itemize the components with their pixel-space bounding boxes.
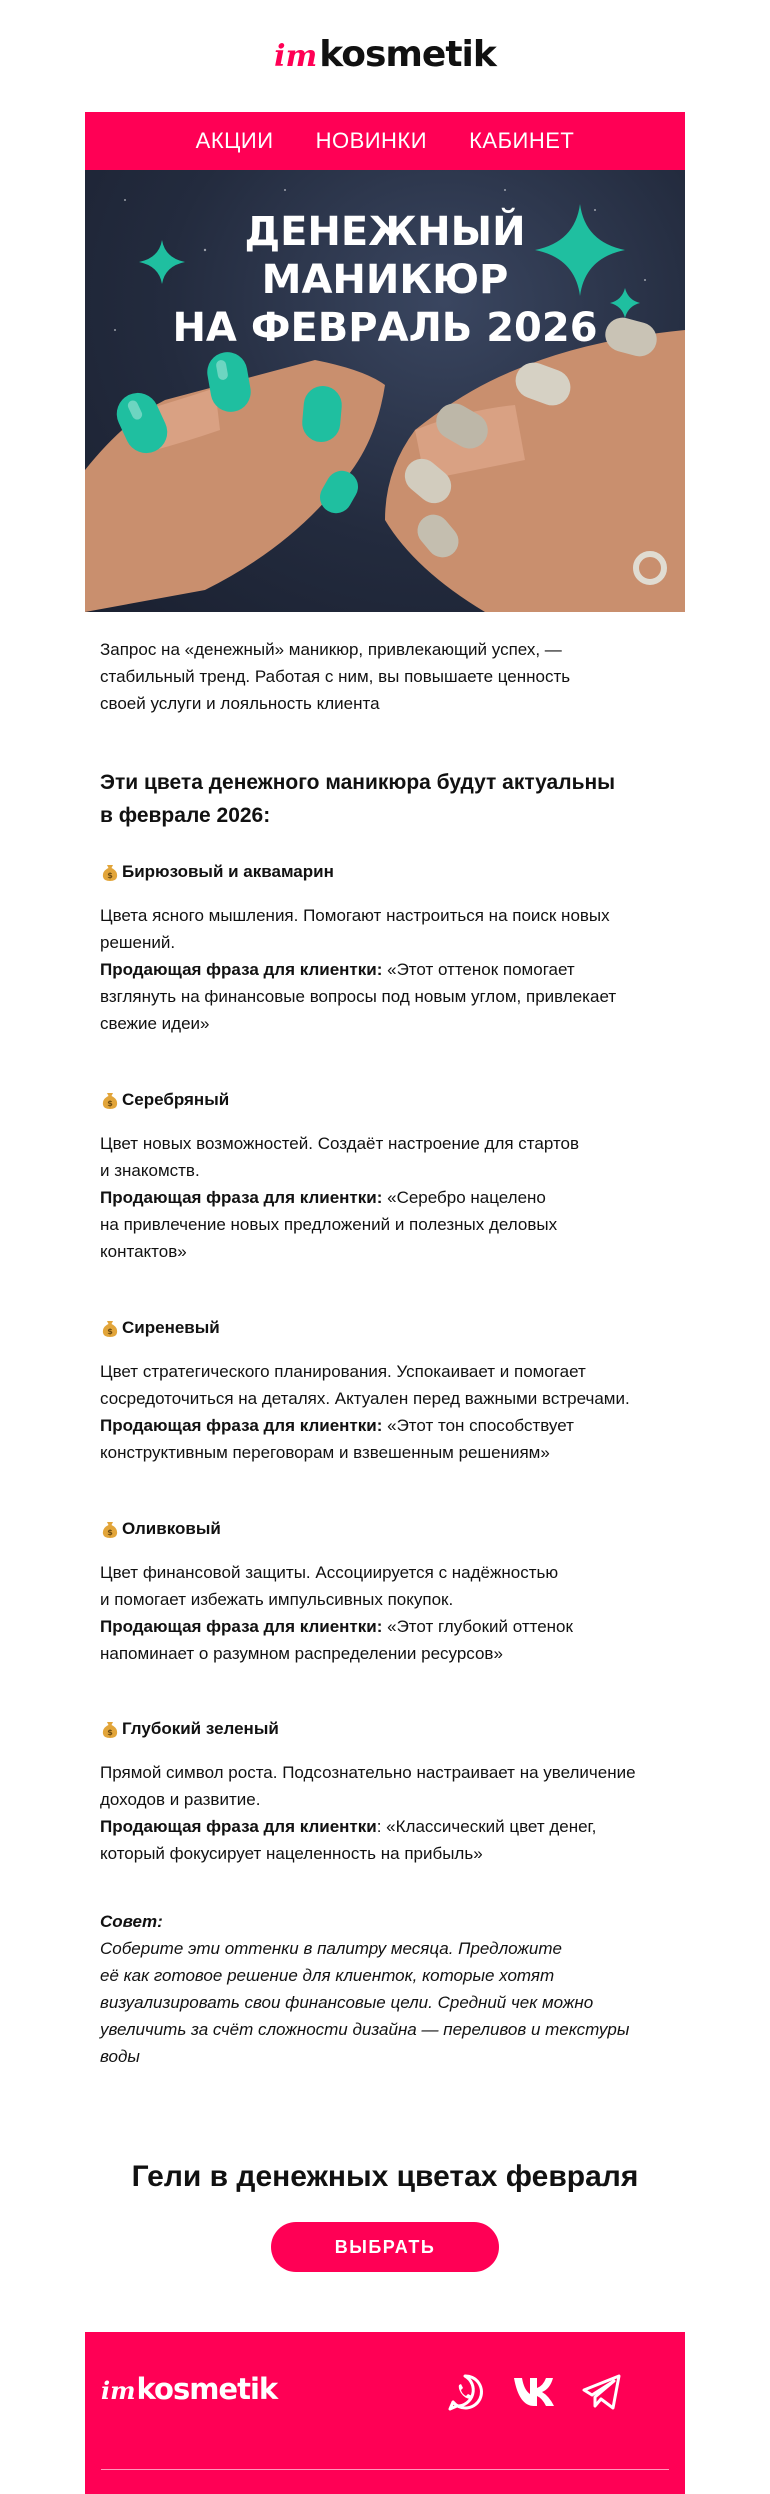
color-desc-lilac (100, 1358, 670, 1466)
color-title: Сиреневый (122, 1318, 220, 1337)
tip-line: Соберите эти оттенки в палитру месяца. Предложите (100, 1939, 563, 1958)
intro-line: стабильный тренд. Работая с ним, вы повышаете ценность (100, 667, 571, 686)
color-title: Бирюзовый и аквамарин (122, 862, 334, 881)
sales-phrase-text: «Этот глубокий оттенок (387, 1617, 573, 1636)
tip-line: увеличить за счёт сложности дизайна — переливов и текстуры (100, 2020, 630, 2039)
left-hand (85, 349, 385, 612)
whatsapp-icon[interactable] (445, 2372, 485, 2412)
sales-phrase-text: который фокусирует нацеленность на прибыль» (100, 1844, 483, 1863)
color-desc-line: сосредоточиться на деталях. Актуален перед важными встречами. (100, 1389, 630, 1408)
color-desc-line: Цвет финансовой защиты. Ассоциируется с надёжностью (100, 1563, 559, 1582)
money-bag-icon (100, 862, 120, 882)
svg-text:$: $ (107, 1327, 113, 1336)
sales-phrase-label: Продающая фраза для клиентки: (100, 1416, 383, 1435)
hero-title-line: МАНИКЮР (261, 257, 509, 303)
color-title-lilac (100, 1316, 670, 1340)
sales-phrase-text: свежие идеи» (100, 1014, 210, 1033)
header (0, 0, 770, 108)
sales-phrase-text: конструктивным переговорам и взвешенным решениям» (100, 1443, 550, 1462)
section-title-line: Эти цвета денежного маникюра будут актуальны (100, 771, 616, 794)
sales-phrase (100, 1813, 670, 1840)
color-title: Серебряный (122, 1090, 230, 1109)
sales-phrase-label: Продающая фраза для клиентки (100, 1817, 377, 1836)
color-desc-olive (100, 1559, 670, 1667)
color-desc-line: доходов и развитие. (100, 1790, 261, 1809)
tip-line: воды (100, 2047, 140, 2066)
sales-phrase-text: «Этот оттенок помогает (387, 960, 575, 979)
main-nav (85, 112, 685, 170)
brand-logo[interactable] (274, 34, 496, 75)
sales-phrase (100, 1184, 670, 1211)
logo-main: kosmetik (136, 2372, 278, 2406)
color-desc-line: и знакомств. (100, 1161, 200, 1180)
footer-divider (101, 2469, 669, 2470)
sales-phrase-text: «Серебро нацелено (387, 1188, 546, 1207)
intro-text (100, 636, 670, 717)
sales-phrase-text: : «Классический цвет денег, (376, 1817, 597, 1836)
tip-line: её как готовое решение для клиенток, которые хотят (100, 1966, 555, 1985)
right-hand (385, 314, 685, 612)
intro-line: своей услуги и лояльность клиента (100, 694, 380, 713)
hero-title (85, 208, 685, 352)
color-desc-line: и помогает избежать импульсивных покупок. (100, 1590, 454, 1609)
color-title-silver (100, 1088, 670, 1112)
sales-phrase-text: контактов» (100, 1242, 187, 1261)
social-links (445, 2372, 623, 2412)
color-desc-turquoise (100, 902, 670, 1037)
cta-title: Гели в денежных цветах февраля (131, 2160, 639, 2193)
intro-line: Запрос на «денежный» маникюр, привлекающий успех, — (100, 640, 562, 659)
color-title: Оливковый (122, 1519, 221, 1538)
vk-icon[interactable] (511, 2372, 555, 2412)
color-title: Глубокий зеленый (122, 1719, 279, 1738)
section-title-line: в феврале 2026: (100, 804, 271, 827)
hero-banner[interactable] (85, 170, 685, 612)
svg-text:$: $ (107, 1528, 113, 1537)
tip-label: Совет: (100, 1912, 163, 1931)
color-desc-silver (100, 1130, 670, 1265)
color-desc-line: Прямой символ роста. Подсознательно настраивает на увеличение (100, 1763, 636, 1782)
nav-item-new[interactable]: НОВИНКИ (315, 128, 428, 153)
color-title-turquoise (100, 860, 670, 884)
sales-phrase (100, 1613, 670, 1640)
section-title (100, 766, 670, 832)
logo-main: kosmetik (319, 33, 496, 75)
footer-logo[interactable] (101, 2372, 277, 2406)
nav-item-promotions[interactable]: АКЦИИ (195, 128, 274, 153)
sales-phrase-text: взглянуть на финансовые вопросы под новым углом, привлекает (100, 987, 617, 1006)
hero-title-line: НА ФЕВРАЛЬ 2026 (172, 305, 598, 351)
sales-phrase-label: Продающая фраза для клиентки: (100, 1188, 383, 1207)
money-bag-icon (100, 1719, 120, 1739)
logo-prefix: im (101, 2376, 136, 2405)
color-desc-line: Цвет новых возможностей. Создаёт настроение для стартов (100, 1134, 580, 1153)
money-bag-icon (100, 1519, 120, 1539)
sales-phrase-text: напоминает о разумном распределении ресурсов» (100, 1644, 503, 1663)
color-title-deep-green (100, 1717, 670, 1741)
hero-title-line: ДЕНЕЖНЫЙ (244, 209, 526, 255)
color-desc-line: решений. (100, 933, 176, 952)
sales-phrase-text: «Этот тон способствует (387, 1416, 574, 1435)
choose-button[interactable]: ВЫБРАТЬ (271, 2222, 499, 2272)
color-desc-line: Цвета ясного мышления. Помогают настроиться на поиск новых (100, 906, 610, 925)
tip-line: визуализировать свои финансовые цели. Средний чек можно (100, 1993, 594, 2012)
tip-block (100, 1908, 670, 2070)
nav-item-account[interactable]: КАБИНЕТ (469, 128, 575, 153)
sales-phrase-text: на привлечение новых предложений и полезных деловых (100, 1215, 558, 1234)
color-desc-deep-green (100, 1759, 670, 1867)
color-title-olive (100, 1517, 670, 1541)
color-desc-line: Цвет стратегического планирования. Успокаивает и помогает (100, 1362, 586, 1381)
svg-text:$: $ (107, 1099, 113, 1108)
sales-phrase (100, 956, 670, 983)
svg-text:$: $ (107, 871, 113, 880)
logo-prefix: im (274, 38, 318, 74)
sales-phrase (100, 1412, 670, 1439)
telegram-icon[interactable] (581, 2372, 623, 2412)
footer (85, 2332, 685, 2494)
sales-phrase-label: Продающая фраза для клиентки: (100, 960, 383, 979)
sales-phrase-label: Продающая фраза для клиентки: (100, 1617, 383, 1636)
money-bag-icon (100, 1090, 120, 1110)
svg-text:$: $ (107, 1728, 113, 1737)
money-bag-icon (100, 1318, 120, 1338)
